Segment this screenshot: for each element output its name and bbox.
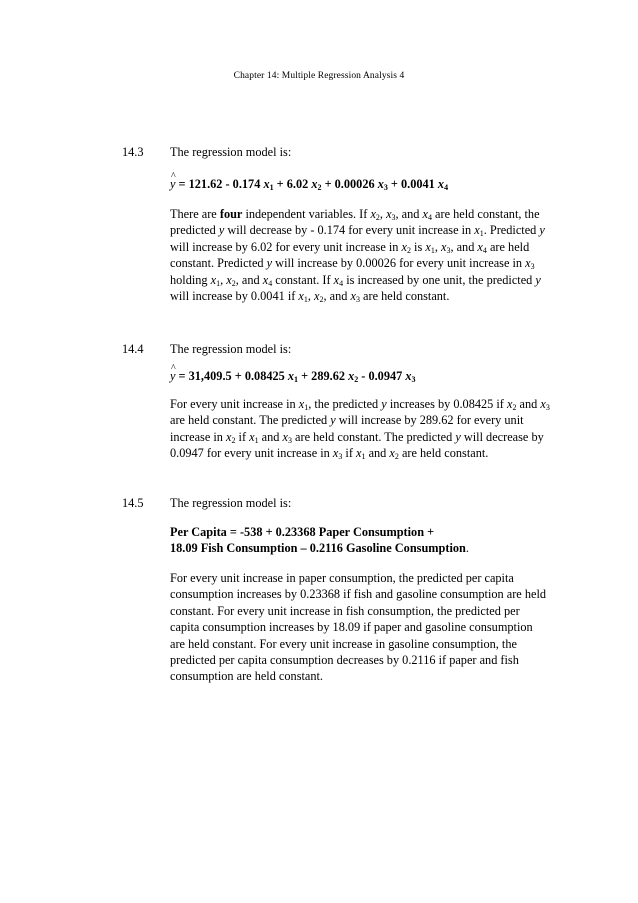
y-hat-symbol: ^ y <box>170 177 175 191</box>
regression-equation: ^ y = 121.62 - 0.174 $x_1 + 6.02$ $x_2 + 0.00026$ $x_3 + 0.0041$ $x_4$ <box>170 176 448 192</box>
explanation-paragraph: For every unit increase in paper consumption, the predicted per capita consumption increases by 0.23368 if fish and gasoline consumption are held constant. For every unit increase in fish consumption, the predicted per capita consumption increases by 18.09 if paper and gasoline consumption are held constant. For every unit increase in gasoline consumption, the predicted per capita consumption decreases by 0.2116 if paper and fish consumption are held constant. <box>170 571 547 684</box>
explanation-paragraph: For every unit increase in $x_1$, the predicted y increases by 0.08425 if $x_2$ and $x_3$ are held constant. The predicted y will increase by 289.62 for every unit increase in $x_2$ if $x_1$ and $x_3$ are held constant. The predicted y will decrease by 0.0947 for every unit increase in $x_3$ if $x_1$ and $x_2$ are held constant. <box>170 397 550 462</box>
page-header: Chapter 14: Multiple Regression Analysis 4 <box>233 71 405 81</box>
regression-equation <box>170 524 469 557</box>
section-intro: The regression model is: <box>170 496 292 510</box>
section-intro: The regression model is: <box>170 145 292 159</box>
regression-equation: ^ y = 31,409.5 + 0.08425 $x_1 + 289.62$ $x_2 - 0.0947$ $x_3$ <box>170 368 416 384</box>
equation-line-2: 18.09 Fish Consumption – 0.2116 Gasoline Consumption. <box>170 541 469 556</box>
problem-number: 14.5 <box>122 496 144 510</box>
equation-line-1: Per Capita = -538 + 0.23368 Paper Consumption + <box>170 525 435 539</box>
y-hat-symbol: ^ y <box>170 369 175 383</box>
problem-number: 14.4 <box>122 342 144 356</box>
explanation-paragraph: There are four independent variables. If $x_2$, $x_3$, and $x_4$ are held constant, the predicted y will decrease by - 0.174 for every unit increase in $x_1$. Predicted y will increase by 6.02 for every unit increase in $x_2$ is $x_1$, $x_3$, and $x_4$ are held constant. Predicted y will increase by 0.00026 for every unit increase in $x_3$ holding $x_1$, $x_2$, and $x_4$ constant. If $x_4$ is increased by one unit, the predicted y will increase by 0.0041 if $x_1$, $x_2$, and $x_3$ are held constant. <box>170 207 545 305</box>
section-intro: The regression model is: <box>170 342 292 356</box>
problem-number: 14.3 <box>122 145 144 159</box>
